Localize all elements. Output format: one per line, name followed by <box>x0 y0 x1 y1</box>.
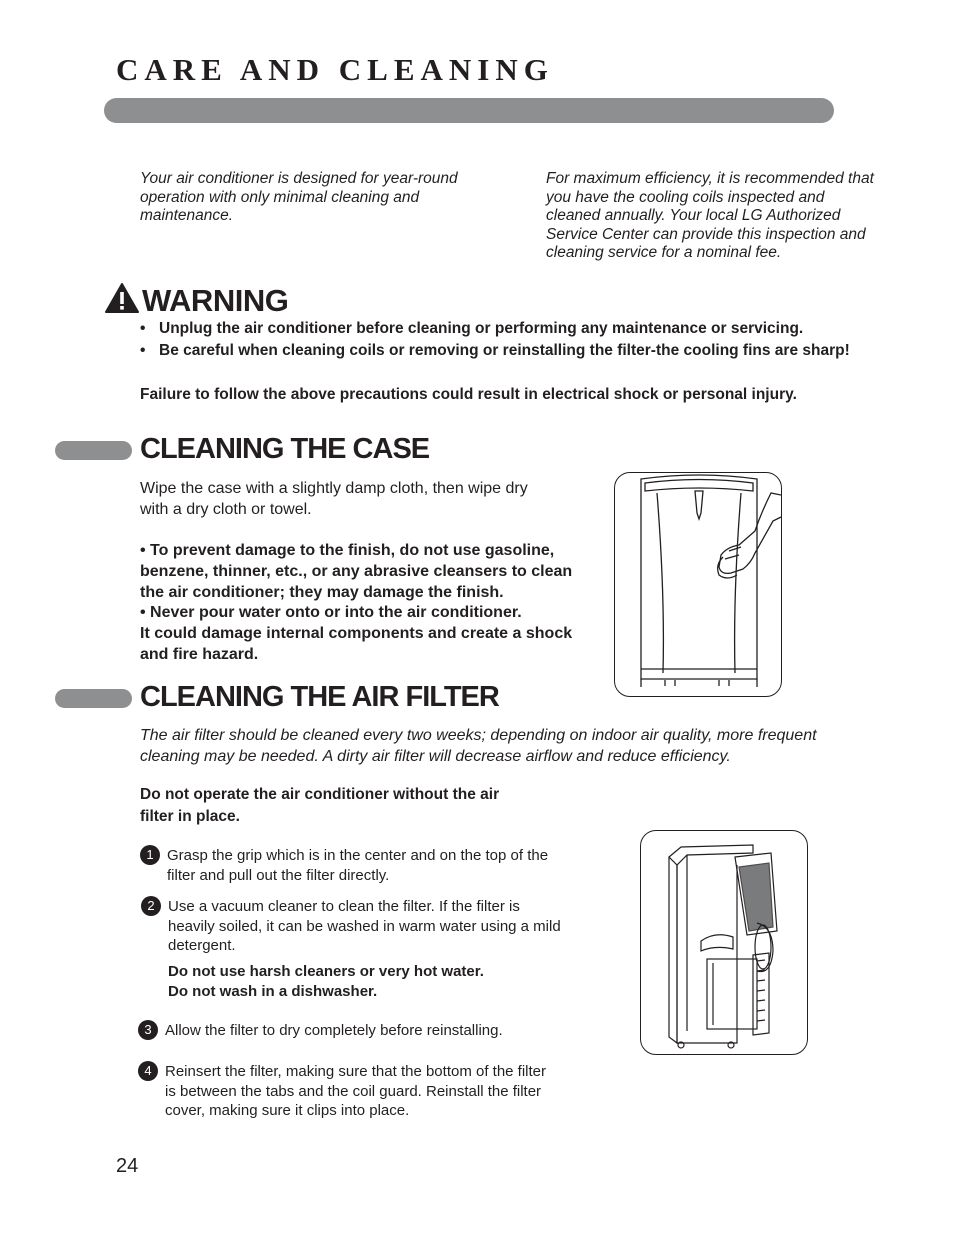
warning-item: • Be careful when cleaning coils or removing or reinstalling the filter-the cooling fins are sharp! <box>140 340 859 362</box>
page-number: 24 <box>116 1155 139 1177</box>
warning-title: WARNING <box>142 282 289 318</box>
section-pill-marker <box>55 689 132 708</box>
step-number-badge: 4 <box>138 1061 158 1081</box>
step-text: Grasp the grip which is in the center and on the top of the filter and pull out the filter directly. <box>167 847 549 884</box>
section-title-cleaning-filter: CLEANING THE AIR FILTER <box>140 681 499 713</box>
intro-right-text: For maximum efficiency, it is recommended that you have the cooling coils inspected and cleaned annually. Your local LG Authorized Service Center can provide this inspection and cleaning service for a nominal fee. <box>546 170 874 261</box>
warning-footer: Failure to follow the above precautions could result in electrical shock or personal injury. <box>140 386 797 403</box>
filter-step-4 <box>138 1062 558 1121</box>
filter-step-3 <box>138 1021 568 1041</box>
page-title: CARE AND CLEANING <box>116 52 554 87</box>
case-warning-water: • Never pour water onto or into the air conditioner. <box>140 604 522 621</box>
case-warning-finish: • To prevent damage to the finish, do not use gasoline, benzene, thinner, etc., or any abrasive cleansers to clean the air conditioner; they may damage the finish. <box>140 542 573 601</box>
title-divider-bar <box>104 98 834 123</box>
air-conditioner-filter-icon <box>641 831 807 1053</box>
step-text: Reinsert the filter, making sure that the bottom of the filter is between the tabs and the coil guard. Reinstall the filter cover, making sure it clips into place. <box>165 1063 547 1119</box>
section-pill-marker <box>55 441 132 460</box>
filter-step-1 <box>140 846 560 885</box>
case-cleaning-illustration <box>614 472 782 697</box>
filter-intro: The air filter should be cleaned every two weeks; depending on indoor air quality, more frequent cleaning may be needed. A dirty air filter will decrease airflow and reduce efficiency. <box>140 727 817 765</box>
step-number-badge: 2 <box>141 896 161 916</box>
air-conditioner-wiping-icon <box>615 473 781 695</box>
filter-caution: Do not operate the air conditioner without the air filter in place. <box>140 786 500 825</box>
filter-step-2 <box>141 897 566 956</box>
step-number-badge: 1 <box>140 845 160 865</box>
warning-item: • Unplug the air conditioner before cleaning or performing any maintenance or servicing. <box>140 318 900 340</box>
section-title-cleaning-case: CLEANING THE CASE <box>140 433 430 465</box>
step-2-note-harsh: Do not use harsh cleaners or very hot water. <box>168 963 484 980</box>
step-text: Use a vacuum cleaner to clean the filter. If the filter is heavily soiled, it can be washed in warm water using a mild detergent. <box>168 898 561 954</box>
step-text: Allow the filter to dry completely before reinstalling. <box>165 1022 503 1039</box>
intro-left-text: Your air conditioner is designed for year-round operation with only minimal cleaning and maintenance. <box>140 170 458 224</box>
case-warning-hazard: It could damage internal components and create a shock and fire hazard. <box>140 625 573 663</box>
filter-removal-illustration <box>640 830 808 1055</box>
warning-list <box>140 318 900 361</box>
warning-triangle-icon <box>104 282 140 319</box>
step-2-note-dishwasher: Do not wash in a dishwasher. <box>168 983 378 1000</box>
case-paragraph: Wipe the case with a slightly damp cloth, then wipe dry with a dry cloth or towel. <box>140 480 528 518</box>
step-number-badge: 3 <box>138 1020 158 1040</box>
warning-heading <box>104 282 288 319</box>
